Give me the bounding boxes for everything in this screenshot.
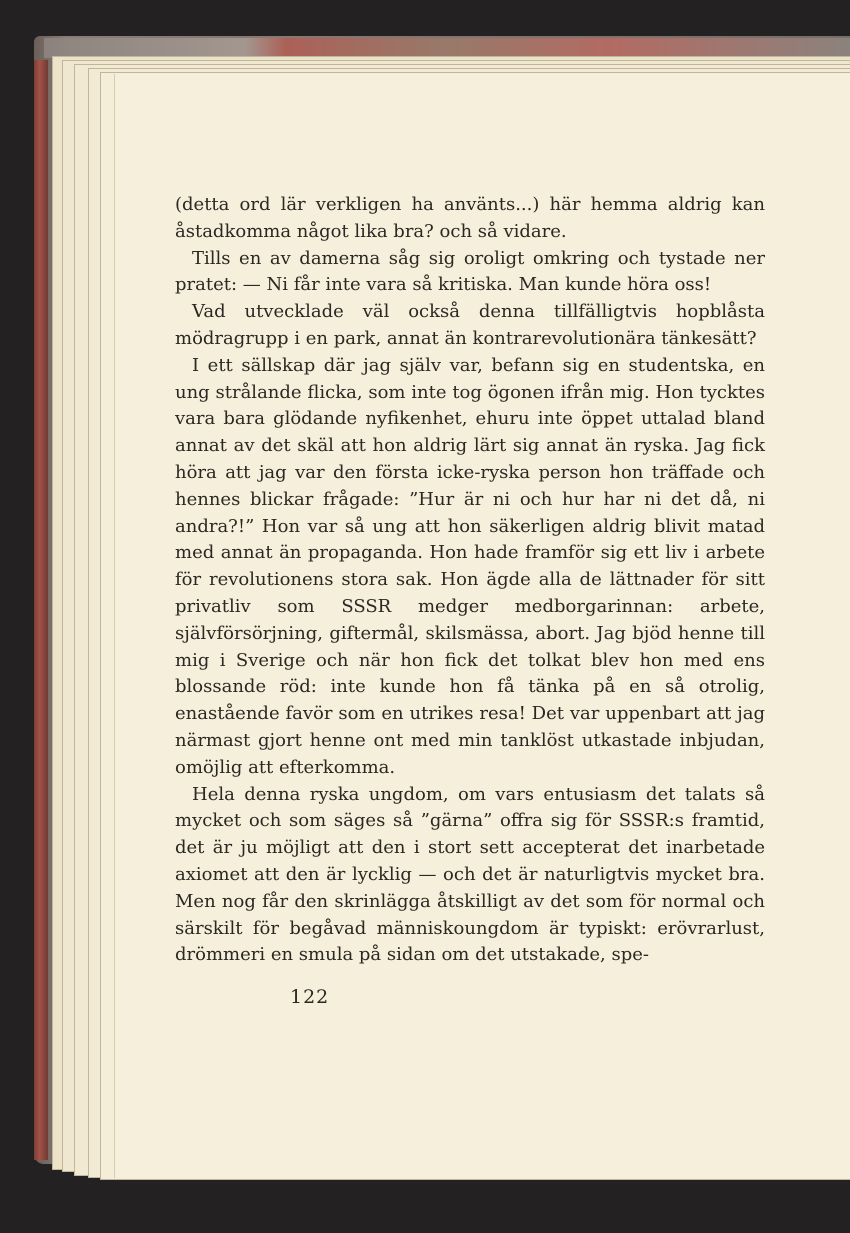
- paragraph-4: I ett sällskap där jag själv var, befann sig en studentska, en ung strålande flicka, som inte tog ögonen ifrån mig. Hon tycktes vara bara glödande nyfikenhet, ehuru inte öppet uttalad bland annat av det skäl att hon aldrig lärt sig annat än ryska. Jag fick höra att jag var den första icke-ryska person hon träffade och hennes blickar frågade: ”Hur är ni och hur har ni det då, ni andra?!” Hon var så ung att hon säkerligen aldrig blivit matad med annat än propaganda. Hon hade framför sig ett liv i arbete för revolutionens stora sak. Hon ägde alla de lättnader för sitt privatliv som SSSR medger medborgarinnan: arbete, självförsörjning, giftermål, skilsmässa, abort. Jag bjöd henne till mig i Sverige och när hon fick det tolkat blev hon med ens blossande röd: inte kunde hon få tänka på en så otrolig, enastående favör som en utrikes resa! Det var uppenbart att jag närmast gjort henne ont med min tanklöst utkastade inbjudan, omöjlig att efterkomma.: [175, 354, 765, 778]
- paragraph-1: (detta ord lär verkligen ha använts...) här hemma aldrig kan åstadkomma något lika bra? och så vidare.: [175, 194, 765, 242]
- paragraph-3: Vad utvecklade väl också denna tillfälligtvis hopblåsta mödragrupp i en park, annat än kontrarevolutionära tänkesätt?: [175, 301, 765, 349]
- book-spine: [34, 60, 48, 1160]
- page-number: 122: [290, 986, 330, 1008]
- page-text: [175, 192, 765, 969]
- paragraph-5: Hela denna ryska ungdom, om vars entusiasm det talats så mycket och som säges så ”gärna” offra sig för SSSR:s framtid, det är ju möjligt att den i stort sett accepterat det inarbetade axiomet att den är lycklig — och det är naturligtvis mycket bra. Men nog får den skrinlägga åtskilligt av det som för normal och särskilt för begåvad människoungdom är typiskt: erövrarlust, drömmeri en smula på sidan om det utstakade, spe-: [175, 783, 765, 966]
- paragraph-2: Tills en av damerna såg sig oroligt omkring och tystade ner pratet: — Ni får inte vara så kritiska. Man kunde höra oss!: [175, 247, 765, 296]
- book-cover-top-edge: [44, 38, 850, 58]
